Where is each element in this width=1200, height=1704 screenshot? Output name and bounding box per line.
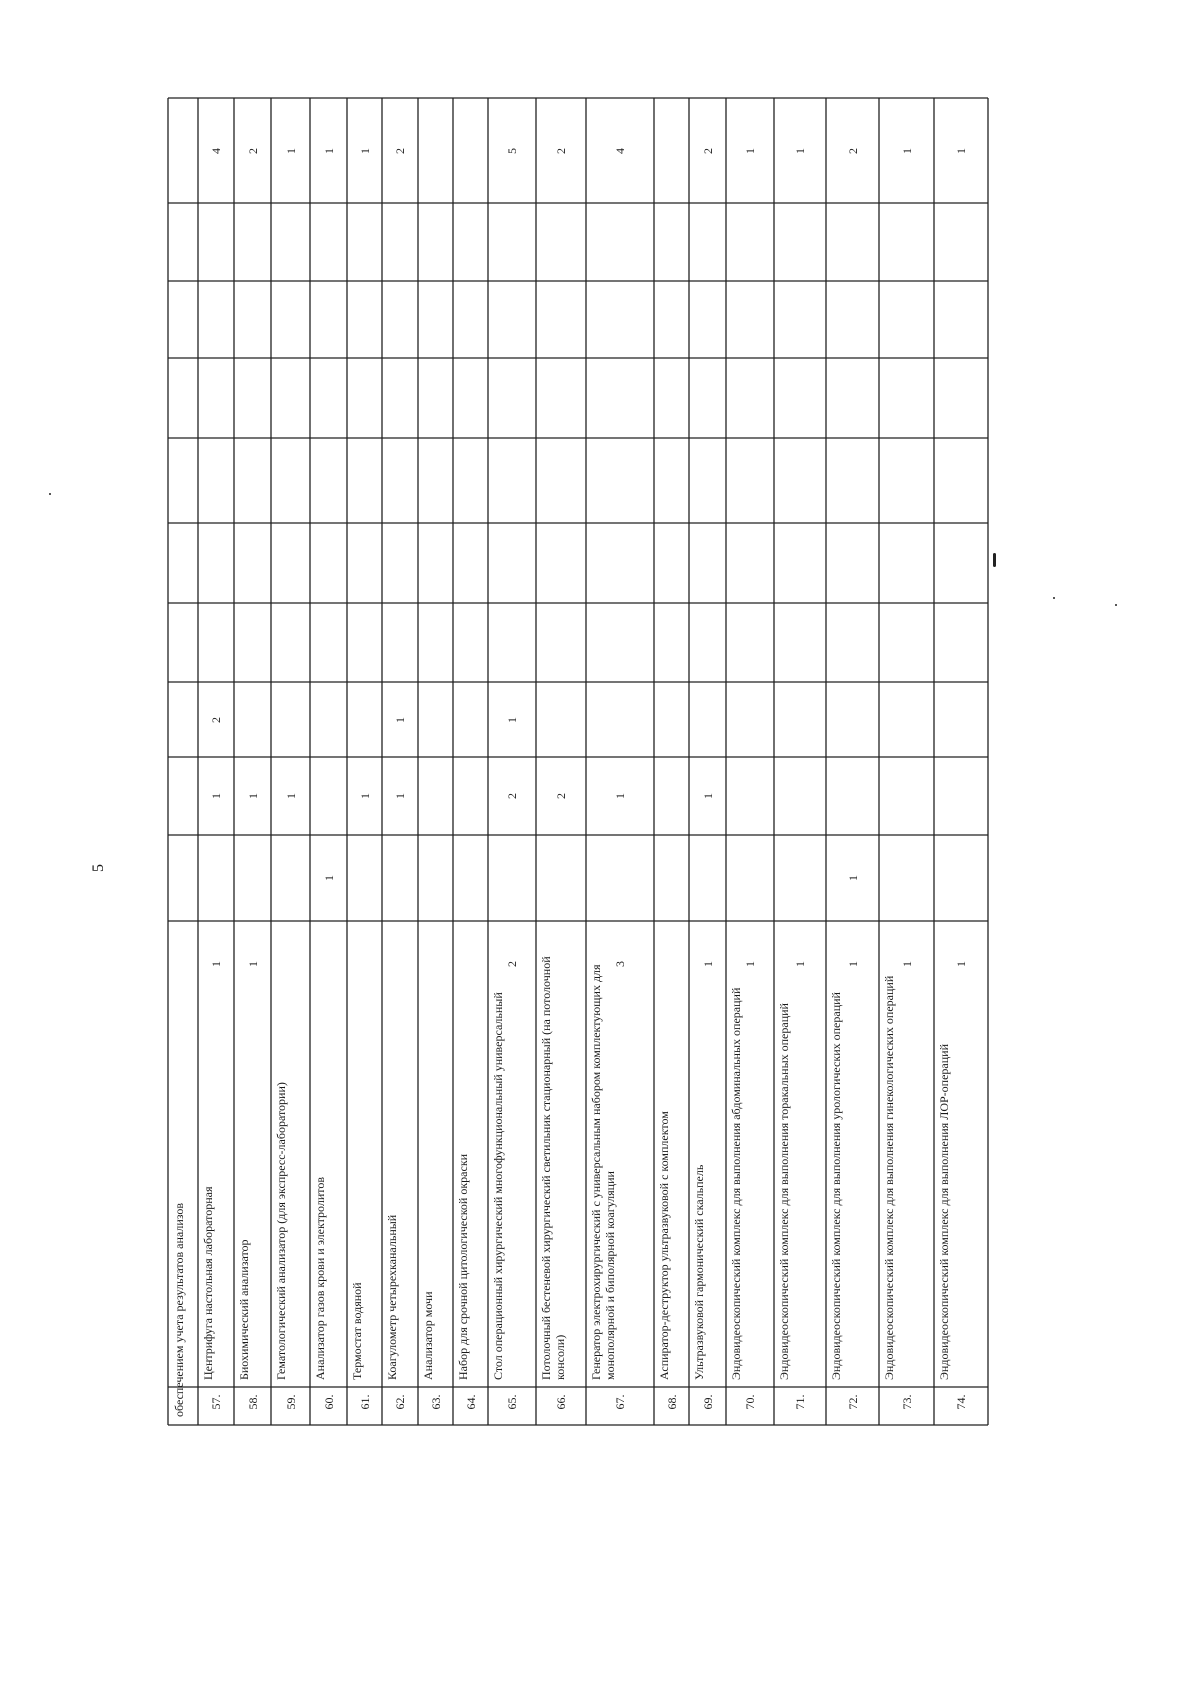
row-number: 72. (845, 1394, 860, 1410)
quantity-value: 2 (554, 147, 568, 154)
quantity-value: 1 (899, 147, 914, 154)
equipment-name: Анализатор мочи (421, 1291, 435, 1380)
row-number: 68. (664, 1394, 679, 1410)
quantity-value: 1 (793, 961, 807, 967)
equipment-name: Эндовидеоскопический комплекс для выполнения урологических операций (829, 992, 843, 1380)
row-number: 67. (613, 1394, 627, 1410)
quantity-value: 1 (283, 793, 298, 799)
equipment-name: Гематологический анализатор (для экспресс-лаборатории) (274, 1082, 288, 1380)
row-number: 62. (393, 1394, 407, 1410)
quantity-value: 1 (793, 147, 807, 154)
quantity-value: 1 (954, 961, 968, 967)
equipment-name: Ультразвуковой гармонический скальпель (692, 1164, 706, 1380)
row-number: 74. (954, 1394, 968, 1410)
row-number: 65. (505, 1394, 519, 1410)
quantity-value: 2 (245, 147, 260, 154)
equipment-name: Потолочный бестеневой хирургический светильник стационарный (на потолочной консоли) (539, 956, 567, 1380)
quantity-value: 3 (613, 961, 627, 967)
equipment-name: Эндовидеоскопический комплекс для выполнения торакальных операций (777, 1003, 791, 1380)
quantity-value: 1 (245, 961, 260, 967)
quantity-value: 1 (393, 793, 407, 799)
row-number: 73. (899, 1394, 914, 1410)
quantity-value: 1 (357, 147, 372, 154)
quantity-value: 1 (393, 716, 407, 723)
quantity-value: 4 (209, 147, 223, 154)
quantity-value: 1 (743, 147, 757, 154)
quantity-value: 1 (209, 793, 223, 799)
quantity-value: 1 (743, 961, 757, 967)
equipment-name: Генератор электрохирургический с универсальным набором комплектующих для монополярной и биполярной коагуляции (589, 964, 617, 1380)
row-number: 58. (245, 1394, 260, 1410)
quantity-value: 2 (505, 793, 519, 799)
table-row-header-name: обеспечением учета результатов анализов (172, 1202, 186, 1417)
quantity-value: 1 (321, 147, 336, 154)
quantity-value: 1 (845, 961, 860, 967)
equipment-name: Центрифуга настольная лабораторная (201, 1186, 215, 1380)
row-number: 64. (463, 1394, 478, 1410)
quantity-value: 1 (899, 961, 914, 967)
equipment-name: Анализатор газов крови и электролитов (313, 1176, 327, 1380)
equipment-name: Эндовидеоскопический комплекс для выполнения гинекологических операций (882, 975, 896, 1380)
quantity-value: 1 (321, 875, 336, 881)
row-number: 66. (554, 1394, 568, 1410)
scan-speck (49, 493, 51, 495)
quantity-value: 2 (505, 961, 519, 967)
quantity-value: 1 (505, 716, 519, 723)
equipment-name: Коагулометр четырехканальный (385, 1214, 399, 1380)
quantity-value: 1 (613, 793, 627, 799)
quantity-value: 5 (505, 147, 519, 154)
page-number: 5 (90, 864, 107, 872)
scan-speck (1115, 604, 1117, 606)
quantity-value: 4 (613, 147, 627, 154)
row-number: 69. (700, 1394, 715, 1410)
quantity-value: 1 (700, 961, 715, 967)
row-number: 70. (743, 1394, 757, 1410)
quantity-value: 1 (954, 147, 968, 154)
quantity-value: 1 (283, 147, 298, 154)
scan-speck (1053, 597, 1055, 599)
quantity-value: 1 (700, 793, 715, 799)
quantity-value: 2 (845, 147, 860, 154)
row-number: 57. (209, 1394, 223, 1410)
equipment-name: Термостат водяной (350, 1282, 364, 1380)
equipment-name: Набор для срочной цитологической окраски (456, 1153, 470, 1380)
equipment-name: Биохимический анализатор (237, 1239, 251, 1380)
scan-speck (993, 553, 996, 567)
quantity-value: 2 (209, 716, 223, 723)
quantity-value: 1 (245, 793, 260, 799)
row-number: 59. (283, 1394, 298, 1410)
equipment-name: Стол операционный хирургический многофункциональный универсальный (491, 992, 505, 1380)
quantity-value: 2 (554, 793, 568, 799)
row-number: 60. (321, 1394, 336, 1410)
equipment-name: Эндовидеоскопический комплекс для выполнения абдоминальных операций (729, 987, 743, 1380)
equipment-name: Эндовидеоскопический комплекс для выполнения ЛОР-операций (937, 1043, 951, 1380)
row-number: 63. (428, 1394, 443, 1410)
row-number: 71. (793, 1394, 807, 1410)
row-number: 61. (357, 1394, 372, 1410)
quantity-value: 1 (845, 875, 860, 881)
quantity-value: 1 (209, 961, 223, 967)
quantity-value: 2 (700, 147, 715, 154)
equipment-name: Аспиратор-деструктор ультразвуковой с комплектом (657, 1111, 671, 1380)
quantity-value: 2 (393, 147, 407, 154)
quantity-value: 1 (357, 793, 372, 799)
